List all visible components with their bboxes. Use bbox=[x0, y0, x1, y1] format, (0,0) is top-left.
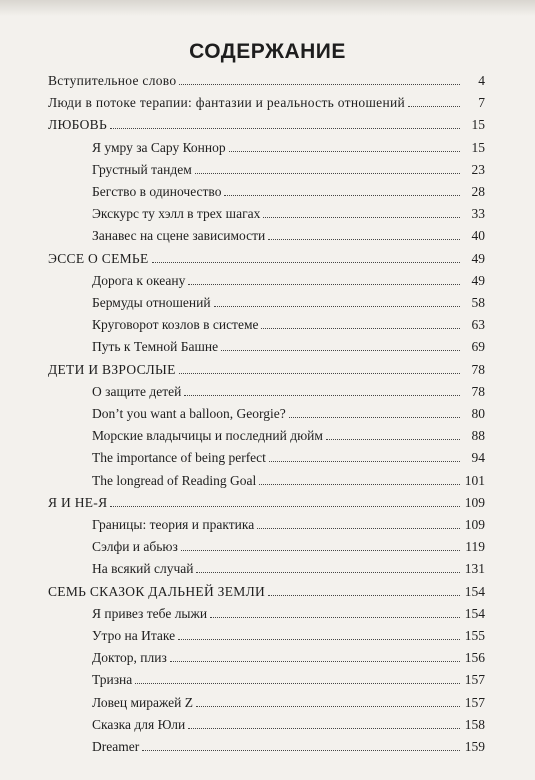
toc-section bbox=[48, 584, 485, 600]
dot-leader bbox=[110, 495, 460, 507]
page-number: 88 bbox=[471, 428, 485, 444]
toc-entry bbox=[92, 384, 485, 400]
entry-title: Я привез тебе лыжи bbox=[92, 605, 208, 621]
entry-title: СЕМЬ СКАЗОК ДАЛЬНЕЙ ЗЕМЛИ bbox=[48, 583, 266, 599]
page-number: 159 bbox=[464, 739, 485, 754]
page-number: 109 bbox=[464, 494, 485, 510]
entry-title: Доктор, плиз bbox=[92, 650, 167, 666]
toc-section bbox=[48, 73, 485, 89]
page-number: 15 bbox=[471, 139, 485, 155]
dot-leader bbox=[195, 162, 460, 174]
toc-entry bbox=[92, 406, 485, 422]
toc-entry bbox=[92, 473, 485, 489]
toc-entry bbox=[92, 273, 485, 289]
page-number: 40 bbox=[471, 228, 485, 244]
page-number: 158 bbox=[464, 716, 485, 732]
page-number: 33 bbox=[471, 206, 485, 222]
dot-leader bbox=[181, 539, 460, 551]
dot-leader bbox=[221, 339, 460, 351]
page-number: 49 bbox=[471, 272, 485, 288]
entry-title: Занавес на сцене зависимости bbox=[92, 228, 266, 244]
page-number: 63 bbox=[471, 317, 485, 333]
entry-title: Экскурс ту хэлл в трех шагах bbox=[92, 206, 261, 222]
page-number: 23 bbox=[471, 161, 485, 177]
dot-leader bbox=[196, 695, 460, 707]
entry-title: Сказка для Юли bbox=[92, 716, 186, 732]
entry-title: ЛЮБОВЬ bbox=[48, 117, 107, 133]
toc-entry bbox=[92, 606, 485, 622]
entry-title: Границы: теория и практика bbox=[92, 517, 255, 532]
toc-entry bbox=[92, 695, 485, 711]
toc-entry bbox=[92, 206, 485, 222]
entry-title: Don’t you want a balloon, Georgie? bbox=[92, 406, 286, 421]
page-number: 157 bbox=[464, 672, 485, 688]
dot-leader bbox=[229, 140, 460, 152]
dot-leader bbox=[196, 561, 460, 573]
dot-leader bbox=[170, 650, 460, 662]
page-number: 78 bbox=[471, 383, 485, 399]
toc-section bbox=[48, 95, 485, 111]
entry-title: На всякий случай bbox=[92, 561, 194, 577]
page-number: 109 bbox=[464, 517, 485, 532]
toc-section bbox=[48, 117, 485, 133]
dot-leader bbox=[210, 606, 460, 618]
page-number: 78 bbox=[471, 361, 485, 377]
entry-title: The importance of being perfect bbox=[92, 450, 266, 466]
toc-entry bbox=[92, 450, 485, 466]
entry-title: ЭССЕ О СЕМЬЕ bbox=[48, 250, 149, 266]
toc-entry bbox=[92, 539, 485, 555]
page-number: 80 bbox=[471, 406, 485, 421]
page-number: 28 bbox=[471, 184, 485, 199]
toc-entry bbox=[92, 317, 485, 333]
entry-title: Путь к Темной Башне bbox=[92, 339, 219, 355]
dot-leader bbox=[224, 184, 460, 196]
entry-title: Круговорот козлов в системе bbox=[92, 317, 259, 333]
toc-entry bbox=[92, 650, 485, 666]
page-number: 101 bbox=[464, 472, 485, 488]
entry-title: Ловец миражей Z bbox=[92, 694, 193, 710]
entry-title: Грустный тандем bbox=[92, 161, 192, 177]
toc-entry bbox=[92, 140, 485, 156]
dot-leader bbox=[268, 584, 460, 596]
entry-title: Я умру за Сару Коннор bbox=[92, 139, 226, 155]
toc-entry bbox=[92, 339, 485, 355]
entry-title: Люди в потоке терапии: фантазии и реальность отношений bbox=[48, 95, 406, 111]
page-number: 131 bbox=[464, 561, 485, 577]
dot-leader bbox=[261, 317, 460, 329]
dot-leader bbox=[257, 517, 460, 529]
dot-leader bbox=[289, 406, 460, 418]
page-number: 157 bbox=[464, 694, 485, 710]
dot-leader bbox=[184, 384, 460, 396]
toc-entry bbox=[92, 428, 485, 444]
toc-entry bbox=[92, 561, 485, 577]
page-number: 15 bbox=[471, 117, 485, 133]
toc-entry bbox=[92, 717, 485, 733]
entry-title: О защите детей bbox=[92, 383, 182, 399]
entry-title: Тризна bbox=[92, 672, 133, 688]
toc-entry bbox=[92, 295, 485, 311]
toc-section bbox=[48, 251, 485, 267]
dot-leader bbox=[259, 473, 460, 485]
entry-title: The longread of Reading Goal bbox=[92, 472, 257, 488]
entry-title: Сэлфи и абьюз bbox=[92, 539, 178, 555]
dot-leader bbox=[268, 228, 460, 240]
dot-leader bbox=[179, 362, 460, 374]
dot-leader bbox=[326, 428, 460, 440]
dot-leader bbox=[110, 117, 460, 129]
page-number: 69 bbox=[471, 339, 485, 355]
entry-title: Бегство в одиночество bbox=[92, 184, 222, 199]
entry-title: Дорога к океану bbox=[92, 272, 186, 288]
toc-entry bbox=[92, 739, 485, 755]
dot-leader bbox=[214, 295, 460, 307]
dot-leader bbox=[142, 739, 460, 751]
entry-title: Бермуды отношений bbox=[92, 295, 211, 310]
page-number: 7 bbox=[478, 95, 485, 111]
page-number: 58 bbox=[471, 295, 485, 310]
dot-leader bbox=[188, 717, 460, 729]
toc-entry bbox=[92, 517, 485, 533]
dot-leader bbox=[408, 95, 460, 107]
page-edge bbox=[0, 0, 535, 16]
toc-entry bbox=[92, 162, 485, 178]
page-number: 154 bbox=[464, 605, 485, 621]
entry-title: Морские владычицы и последний дюйм bbox=[92, 428, 323, 444]
page-number: 4 bbox=[478, 73, 485, 88]
page-number: 94 bbox=[471, 450, 485, 466]
toc-entry bbox=[92, 672, 485, 688]
entry-title: Я И НЕ-Я bbox=[48, 494, 108, 510]
dot-leader bbox=[135, 672, 460, 684]
dot-leader bbox=[263, 206, 460, 218]
entry-title: Dreamer bbox=[92, 739, 140, 754]
entry-title: ДЕТИ И ВЗРОСЛЫЕ bbox=[48, 361, 176, 377]
page-number: 49 bbox=[471, 250, 485, 266]
page-number: 155 bbox=[464, 628, 485, 643]
toc-entry bbox=[92, 628, 485, 644]
toc-section bbox=[48, 495, 485, 511]
page-number: 119 bbox=[465, 539, 485, 555]
dot-leader bbox=[188, 273, 460, 285]
entry-title: Вступительное слово bbox=[48, 73, 177, 88]
dot-leader bbox=[178, 628, 460, 640]
toc-section bbox=[48, 362, 485, 378]
page-number: 156 bbox=[464, 650, 485, 666]
toc-entry bbox=[92, 228, 485, 244]
toc-entry bbox=[92, 184, 485, 200]
page-number: 154 bbox=[464, 583, 485, 599]
dot-leader bbox=[152, 251, 460, 263]
entry-title: Утро на Итаке bbox=[92, 628, 176, 643]
page-title: СОДЕРЖАНИЕ bbox=[189, 40, 346, 63]
dot-leader bbox=[179, 73, 460, 85]
dot-leader bbox=[269, 450, 460, 462]
